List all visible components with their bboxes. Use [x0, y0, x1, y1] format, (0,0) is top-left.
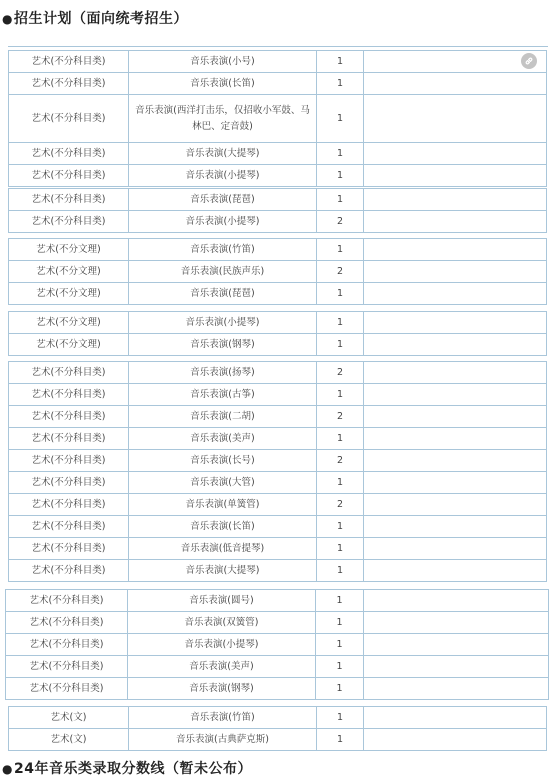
category-cell: 艺术(不分科目类)	[6, 656, 128, 678]
category-cell: 艺术(不分文理)	[9, 261, 129, 283]
major-cell: 音乐表演(二胡)	[129, 406, 317, 428]
major-cell: 音乐表演(西洋打击乐，仅招收小军鼓、马林巴、定音鼓)	[129, 95, 317, 143]
notes-cell	[364, 211, 547, 233]
category-cell: 艺术(不分科目类)	[9, 189, 129, 211]
category-cell: 艺术(不分科目类)	[6, 634, 128, 656]
major-cell: 音乐表演(扬琴)	[129, 362, 317, 384]
notes-cell	[364, 283, 547, 305]
count-cell: 1	[317, 707, 364, 729]
major-cell: 音乐表演(古典萨克斯)	[129, 729, 317, 751]
notes-cell	[364, 472, 547, 494]
table-row	[9, 384, 547, 406]
table-row	[9, 261, 547, 283]
table-row	[9, 494, 547, 516]
enrollment-table	[8, 188, 547, 233]
count-cell: 1	[317, 538, 364, 560]
count-cell: 1	[317, 729, 364, 751]
category-cell: 艺术(不分科目类)	[9, 560, 129, 582]
category-cell: 艺术(不分文理)	[9, 312, 129, 334]
count-cell: 1	[317, 51, 364, 73]
major-cell: 音乐表演(竹笛)	[129, 239, 317, 261]
count-cell: 1	[316, 590, 364, 612]
major-cell: 音乐表演(美声)	[129, 428, 317, 450]
notes-cell	[364, 656, 549, 678]
table-row	[9, 312, 547, 334]
count-cell: 1	[317, 472, 364, 494]
major-cell: 音乐表演(民族声乐)	[129, 261, 317, 283]
major-cell: 音乐表演(长笛)	[129, 73, 317, 95]
category-cell: 艺术(不分科目类)	[6, 678, 128, 700]
notes-cell	[364, 51, 547, 73]
category-cell: 艺术(不分科目类)	[9, 143, 129, 165]
notes-cell	[364, 560, 547, 582]
category-cell: 艺术(文)	[9, 729, 129, 751]
major-cell: 音乐表演(长笛)	[129, 516, 317, 538]
category-cell: 艺术(不分科目类)	[9, 73, 129, 95]
table-row	[9, 472, 547, 494]
major-cell: 音乐表演(小提琴)	[129, 165, 317, 187]
category-cell: 艺术(不分科目类)	[9, 51, 129, 73]
count-cell: 1	[317, 239, 364, 261]
enrollment-table	[8, 361, 547, 582]
notes-cell	[364, 143, 547, 165]
section-heading-enrollment-plan	[2, 8, 188, 28]
table-row	[9, 362, 547, 384]
enrollment-table	[8, 238, 547, 305]
count-cell: 1	[317, 73, 364, 95]
table-row	[6, 612, 549, 634]
heading-text: 招生计划（面向统考招生）	[13, 11, 188, 27]
major-cell: 音乐表演(小提琴)	[129, 211, 317, 233]
category-cell: 艺术(不分科目类)	[9, 516, 129, 538]
bullet-icon: ●	[2, 12, 13, 26]
category-cell: 艺术(不分科目类)	[6, 612, 128, 634]
notes-cell	[364, 729, 547, 751]
count-cell: 1	[317, 516, 364, 538]
table-row	[6, 678, 549, 700]
top-divider	[8, 46, 548, 47]
category-cell: 艺术(文)	[9, 707, 129, 729]
category-cell: 艺术(不分科目类)	[9, 428, 129, 450]
major-cell: 音乐表演(小号)	[129, 51, 317, 73]
enrollment-table	[8, 706, 547, 751]
table-row	[9, 538, 547, 560]
major-cell: 音乐表演(钢琴)	[128, 678, 316, 700]
enrollment-table	[8, 50, 547, 187]
notes-cell	[364, 538, 547, 560]
count-cell: 2	[317, 261, 364, 283]
count-cell: 1	[317, 428, 364, 450]
count-cell: 1	[317, 560, 364, 582]
table-row	[6, 634, 549, 656]
table-row	[9, 211, 547, 233]
notes-cell	[364, 334, 547, 356]
major-cell: 音乐表演(琵琶)	[129, 189, 317, 211]
table-row	[9, 51, 547, 73]
category-cell: 艺术(不分科目类)	[9, 362, 129, 384]
count-cell: 1	[317, 95, 364, 143]
category-cell: 艺术(不分科目类)	[9, 494, 129, 516]
notes-cell	[364, 678, 549, 700]
category-cell: 艺术(不分文理)	[9, 283, 129, 305]
major-cell: 音乐表演(美声)	[128, 656, 316, 678]
major-cell: 音乐表演(双簧管)	[128, 612, 316, 634]
major-cell: 音乐表演(低音提琴)	[129, 538, 317, 560]
count-cell: 2	[317, 211, 364, 233]
major-cell: 音乐表演(大提琴)	[129, 560, 317, 582]
table-row	[9, 406, 547, 428]
major-cell: 音乐表演(钢琴)	[129, 334, 317, 356]
major-cell: 音乐表演(古筝)	[129, 384, 317, 406]
count-cell: 1	[317, 283, 364, 305]
table-row	[9, 165, 547, 187]
category-cell: 艺术(不分文理)	[9, 334, 129, 356]
bullet-icon: ●	[2, 762, 13, 776]
table-row	[9, 95, 547, 143]
count-cell: 1	[316, 678, 364, 700]
table-row	[9, 239, 547, 261]
major-cell: 音乐表演(小提琴)	[129, 312, 317, 334]
category-cell: 艺术(不分科目类)	[6, 590, 128, 612]
notes-cell	[364, 239, 547, 261]
notes-cell	[364, 95, 547, 143]
major-cell: 音乐表演(长号)	[129, 450, 317, 472]
count-cell: 1	[317, 384, 364, 406]
notes-cell	[364, 261, 547, 283]
category-cell: 艺术(不分科目类)	[9, 538, 129, 560]
notes-cell	[364, 494, 547, 516]
count-cell: 1	[317, 165, 364, 187]
table-row	[6, 590, 549, 612]
category-cell: 艺术(不分科目类)	[9, 450, 129, 472]
category-cell: 艺术(不分科目类)	[9, 211, 129, 233]
table-row	[9, 73, 547, 95]
major-cell: 音乐表演(大管)	[129, 472, 317, 494]
notes-cell	[364, 612, 549, 634]
major-cell: 音乐表演(竹笛)	[129, 707, 317, 729]
category-cell: 艺术(不分科目类)	[9, 95, 129, 143]
notes-cell	[364, 362, 547, 384]
count-cell: 2	[317, 362, 364, 384]
category-cell: 艺术(不分文理)	[9, 239, 129, 261]
table-row	[9, 560, 547, 582]
count-cell: 2	[317, 494, 364, 516]
table-row	[9, 143, 547, 165]
section-heading-score-line	[2, 758, 252, 778]
heading-text: 24年音乐类录取分数线（暂未公布）	[13, 761, 252, 777]
enrollment-table	[8, 311, 547, 356]
notes-cell	[364, 590, 549, 612]
notes-cell	[364, 516, 547, 538]
table-row	[9, 334, 547, 356]
table-row	[9, 283, 547, 305]
link-icon[interactable]	[521, 53, 537, 69]
count-cell: 1	[316, 612, 364, 634]
notes-cell	[364, 428, 547, 450]
count-cell: 2	[317, 406, 364, 428]
count-cell: 1	[316, 634, 364, 656]
count-cell: 1	[317, 189, 364, 211]
count-cell: 2	[317, 450, 364, 472]
notes-cell	[364, 312, 547, 334]
count-cell: 1	[317, 334, 364, 356]
count-cell: 1	[316, 656, 364, 678]
category-cell: 艺术(不分科目类)	[9, 472, 129, 494]
notes-cell	[364, 406, 547, 428]
category-cell: 艺术(不分科目类)	[9, 384, 129, 406]
table-row	[9, 707, 547, 729]
category-cell: 艺术(不分科目类)	[9, 406, 129, 428]
chain-link-glyph	[524, 56, 534, 66]
major-cell: 音乐表演(圆号)	[128, 590, 316, 612]
notes-cell	[364, 73, 547, 95]
count-cell: 1	[317, 312, 364, 334]
table-row	[6, 656, 549, 678]
major-cell: 音乐表演(琵琶)	[129, 283, 317, 305]
notes-cell	[364, 450, 547, 472]
major-cell: 音乐表演(小提琴)	[128, 634, 316, 656]
major-cell: 音乐表演(单簧管)	[129, 494, 317, 516]
enrollment-table	[5, 589, 549, 700]
table-row	[9, 428, 547, 450]
category-cell: 艺术(不分科目类)	[9, 165, 129, 187]
table-row	[9, 516, 547, 538]
notes-cell	[364, 384, 547, 406]
major-cell: 音乐表演(大提琴)	[129, 143, 317, 165]
notes-cell	[364, 707, 547, 729]
count-cell: 1	[317, 143, 364, 165]
table-row	[9, 729, 547, 751]
table-row	[9, 189, 547, 211]
table-row	[9, 450, 547, 472]
notes-cell	[364, 634, 549, 656]
notes-cell	[364, 189, 547, 211]
notes-cell	[364, 165, 547, 187]
